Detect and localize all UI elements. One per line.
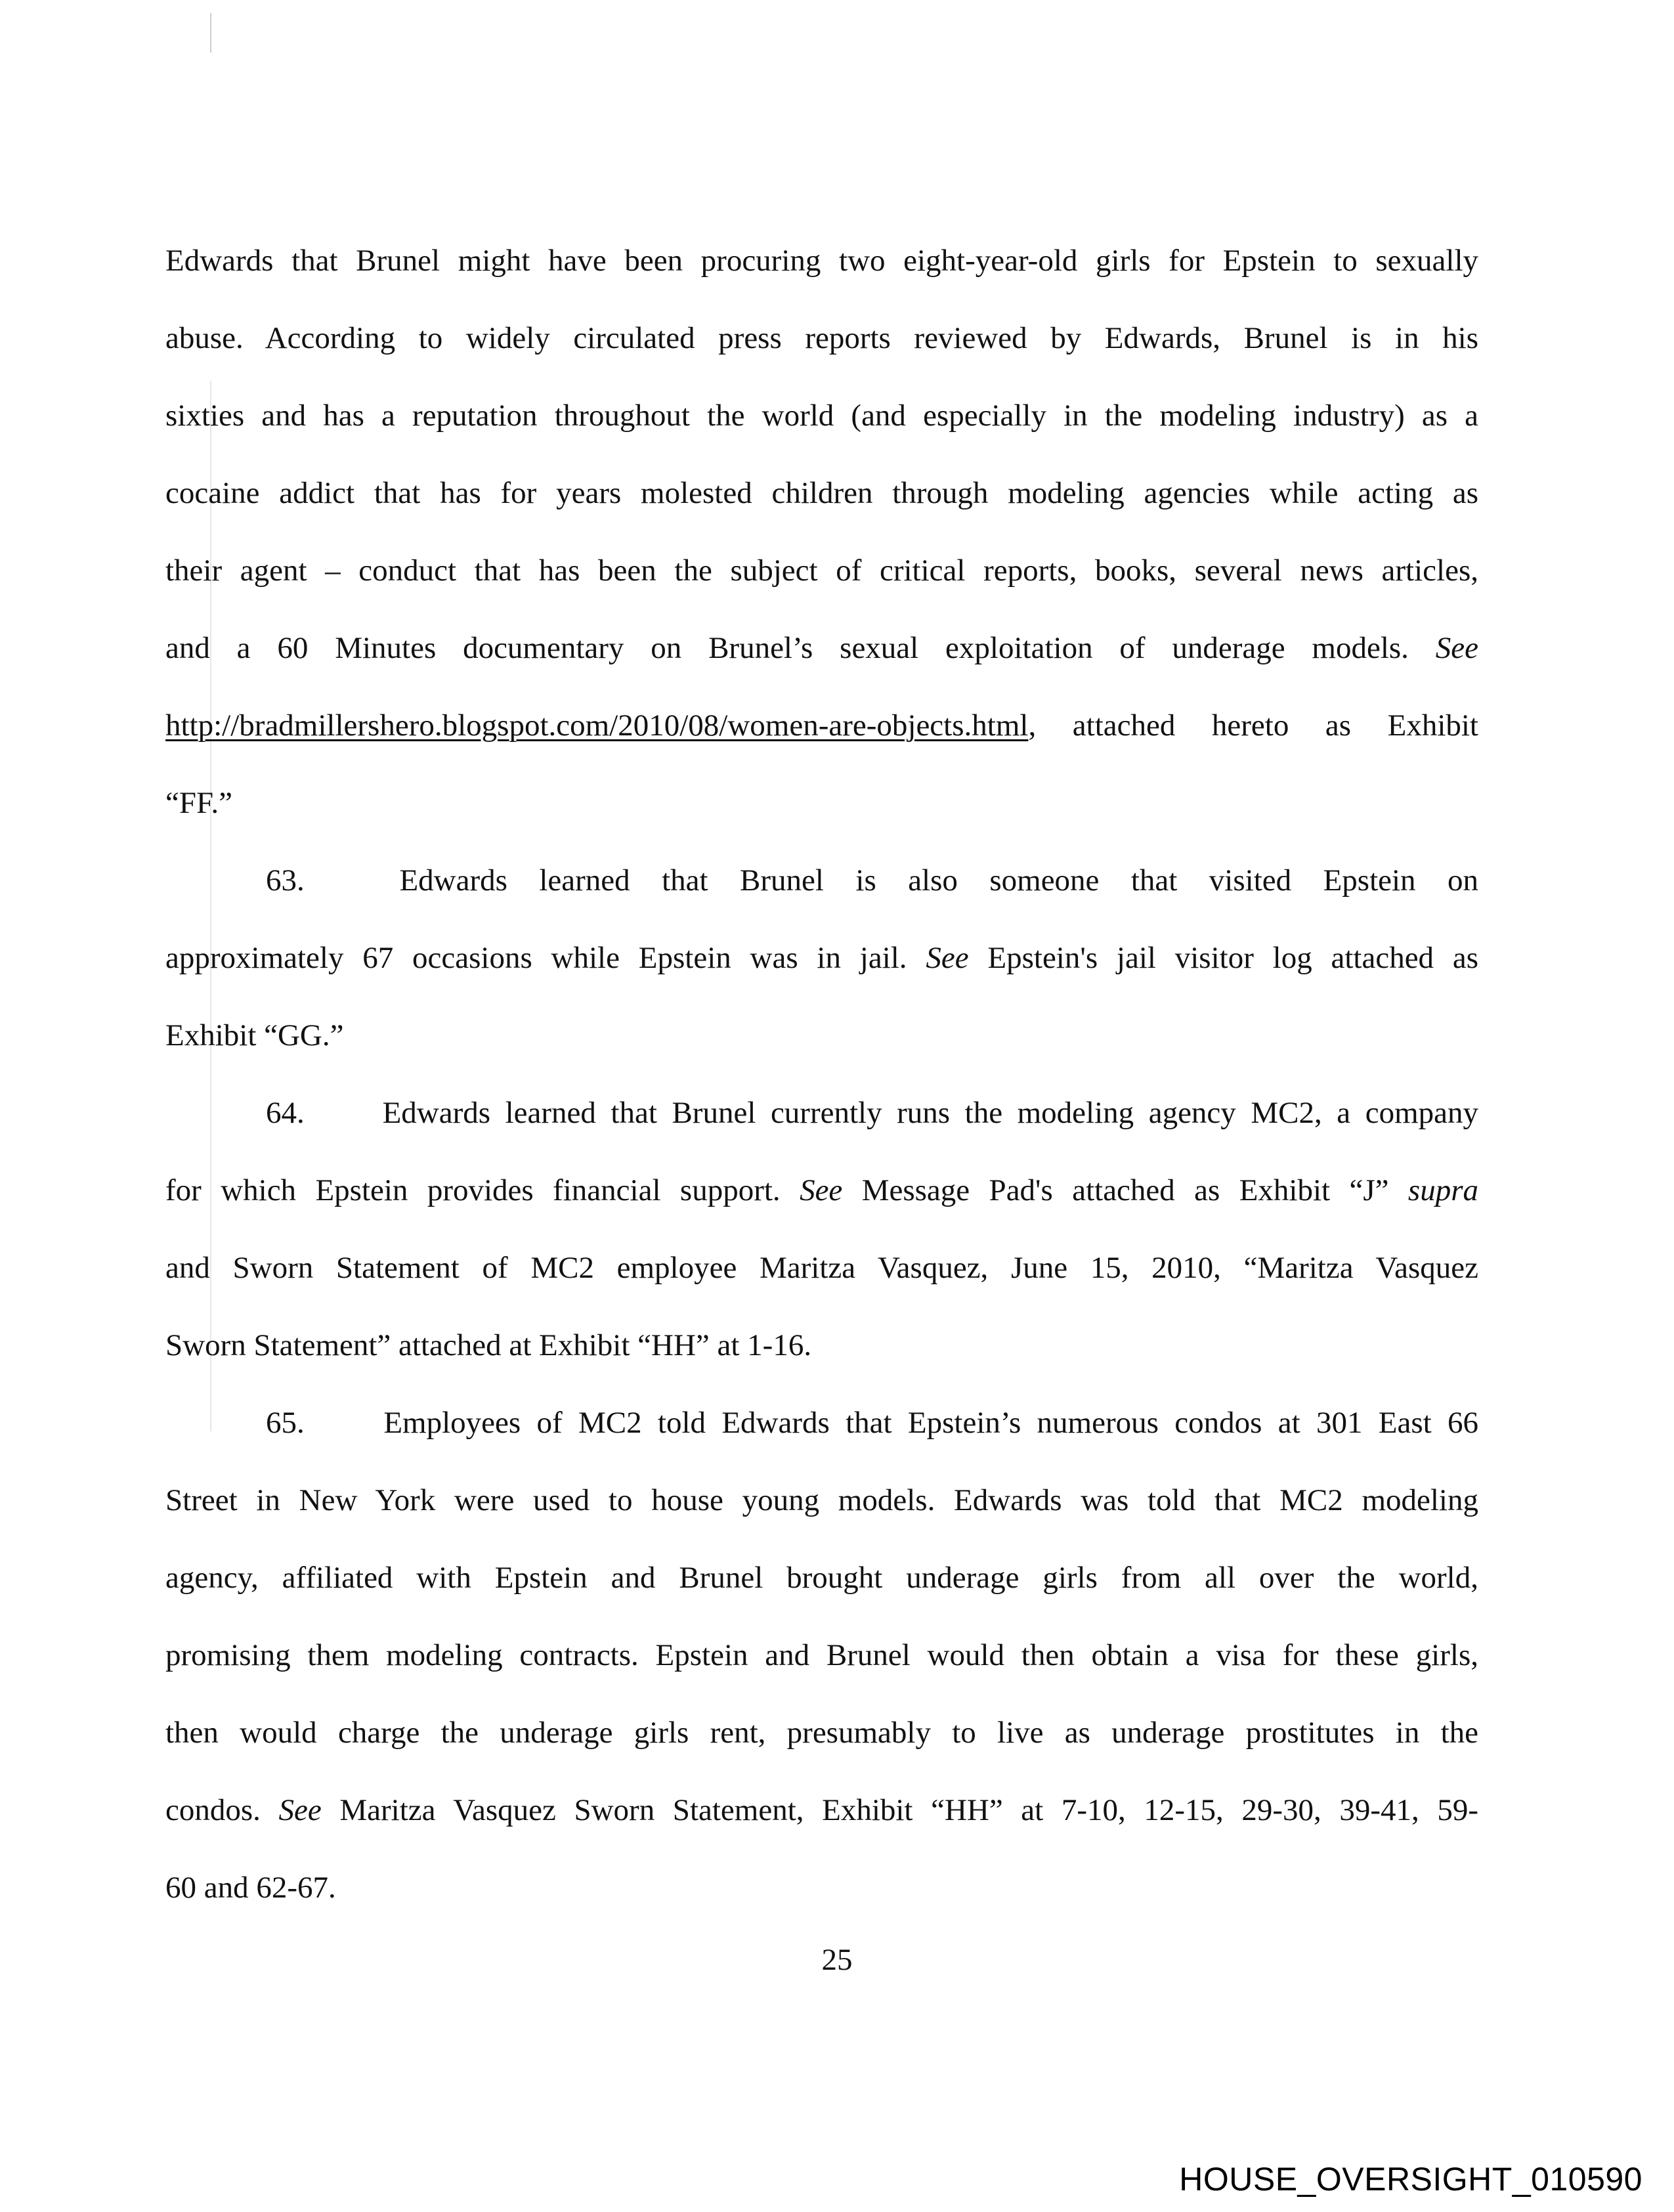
paragraph-65-line [165,1384,1478,1462]
text-line [165,919,1478,997]
exhibit-url-link[interactable]: http://bradmillershero.blogspot.com/2010/08/women-are-objects.html [165,708,1029,743]
text-segment: Message Pad's attached as Exhibit “J” [861,1173,1389,1207]
text-line: Sworn Statement” attached at Exhibit “HH” at 1-16. [165,1328,812,1362]
paragraph-number: 65. [266,1406,305,1440]
text-segment: and a 60 Minutes documentary on Brunel’s sexual exploitation of underage models. [165,631,1409,665]
text-line [165,1152,1478,1229]
citation-signal: See [1435,631,1478,665]
text-line [165,609,1478,687]
text-segment: Epstein's jail visitor log attached as [987,941,1479,975]
text-segment: Employees of MC2 told Edwards that Epstein’s numerous condos at 301 East 66 [383,1406,1479,1440]
paragraph-number: 63. [266,863,305,898]
text-line: Edwards that Brunel might have been procuring two eight-year-old girls for Epstein to sexually [165,244,1478,278]
text-line: agency, affiliated with Epstein and Brunel brought underage girls from all over the world, [165,1561,1478,1595]
text-segment: Edwards learned that Brunel currently runs the modeling agency MC2, a company [382,1096,1478,1130]
paragraph-number: 64. [266,1096,305,1130]
text-line: Street in New York were used to house young models. Edwards was told that MC2 modeling [165,1483,1478,1517]
text-line: their agent – conduct that has been the subject of critical reports, books, several news articles, [165,553,1478,588]
text-line: then would charge the underage girls rent, presumably to live as underage prostitutes in the [165,1716,1478,1750]
text-line: cocaine addict that has for years molested children through modeling agencies while acting as [165,476,1478,510]
text-line: “FF.” [165,786,232,820]
text-line [165,1771,1478,1849]
body-text [165,222,1478,1926]
bates-stamp: HOUSE_OVERSIGHT_010590 [1179,2161,1642,2198]
text-line: promising them modeling contracts. Epstein and Brunel would then obtain a visa for these girls, [165,1638,1478,1672]
text-line: Exhibit “GG.” [165,1018,344,1052]
text-line: abuse. According to widely circulated press reports reviewed by Edwards, Brunel is in his [165,321,1478,355]
citation-signal: See [278,1793,322,1827]
text-segment: condos. [165,1793,261,1827]
text-segment: Maritza Vasquez Sworn Statement, Exhibit “HH” at 7-10, 12-15, 29-30, 39-41, 59- [339,1793,1479,1827]
text-line: sixties and has a reputation throughout the world (and especially in the modeling industry) as a [165,399,1478,433]
text-segment: , attached hereto as Exhibit [1028,708,1478,743]
text-segment: for which Epstein provides financial support. [165,1173,781,1207]
text-segment: Edwards learned that Brunel is also someone that visited Epstein on [399,863,1478,898]
text-line: 60 and 62-67. [165,1871,336,1905]
text-segment: approximately 67 occasions while Epstein was in jail. [165,941,907,975]
scan-artifact [210,13,211,53]
text-line: and Sworn Statement of MC2 employee Maritza Vasquez, June 15, 2010, “Maritza Vasquez [165,1251,1478,1285]
citation-signal: See [800,1173,843,1207]
text-line [165,687,1478,764]
citation-signal: supra [1407,1173,1479,1207]
page-number: 25 [821,1943,853,1977]
paragraph-63-line [165,842,1478,919]
paragraph-64-line [165,1074,1478,1152]
citation-signal: See [926,941,969,975]
